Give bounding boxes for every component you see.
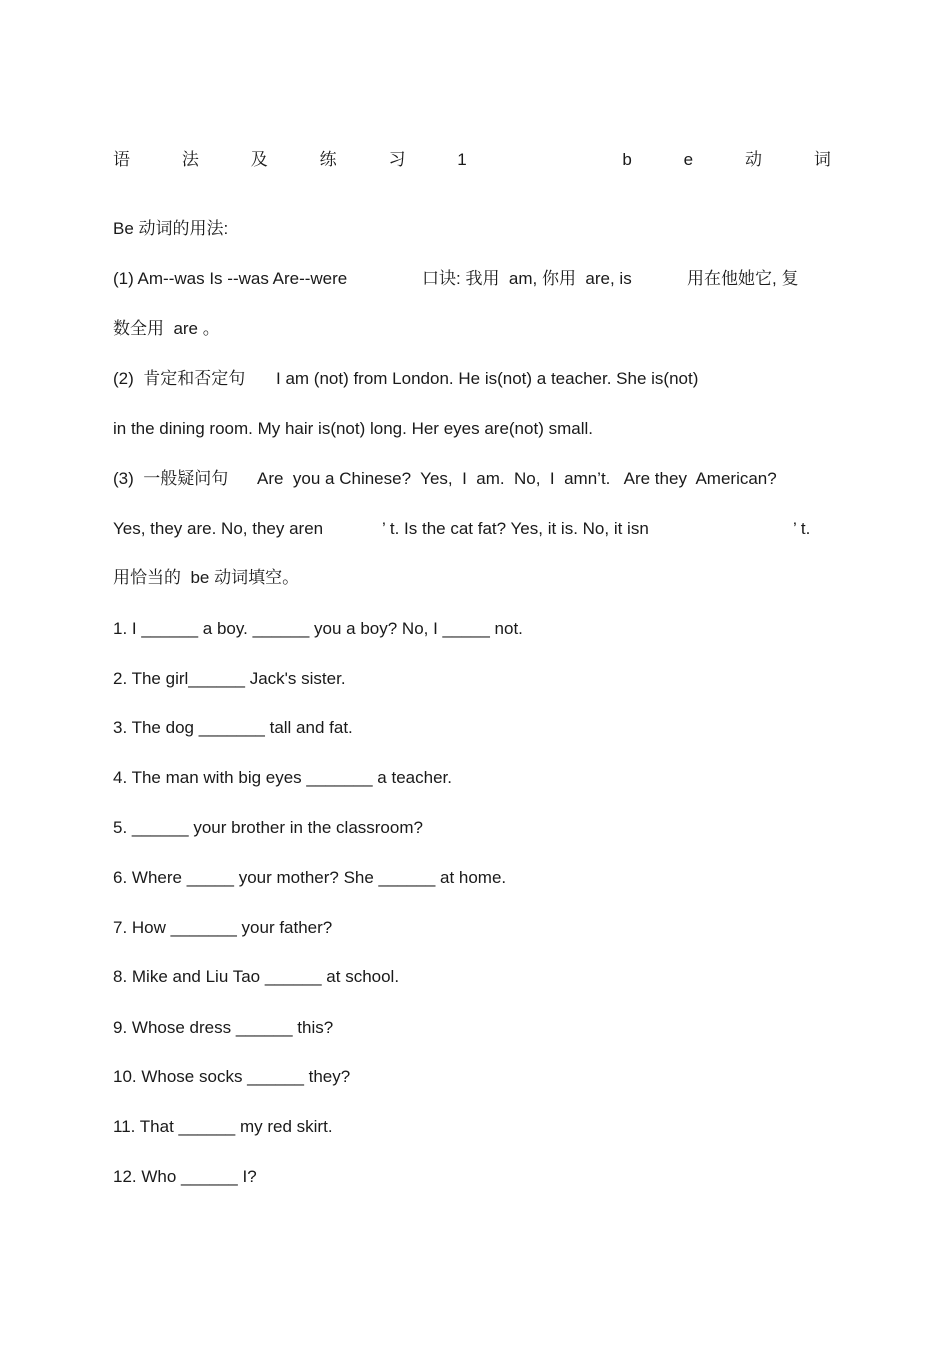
rule2-examples: I am (not) from London. He is(not) a teacher. She is(not) (276, 369, 699, 388)
exercise-item: 2. The girl______ Jack's sister. (113, 669, 346, 688)
title-char: 动 (745, 150, 762, 169)
exercise-item: 1. I ______ a boy. ______ you a boy? No, I _____ not. (113, 619, 523, 638)
title-char: e (683, 150, 694, 169)
exercise-item: 12. Who ______ I? (113, 1167, 257, 1186)
rule3-examples: Are you a Chinese? Yes, I am. No, I amn’t. Are they American? (257, 469, 777, 488)
rule2-label: (2) 肯定和否定句 (113, 369, 246, 388)
rule3-examples-end: ’ t. (793, 519, 811, 538)
rule1-mnemonic-end: 数全用 are 。 (113, 319, 220, 338)
exercise-item: 3. The dog _______ tall and fat. (113, 718, 353, 737)
rule3-examples-cont: Yes, they are. No, they aren (113, 519, 324, 538)
title-char: 语 (113, 150, 130, 169)
exercise-item: 4. The man with big eyes _______ a teacher. (113, 768, 452, 787)
title-char: 习 (388, 150, 406, 169)
intro-heading: Be 动词的用法: (113, 219, 229, 238)
exercise-item: 7. How _______ your father? (113, 918, 333, 937)
title-char: 及 (250, 150, 268, 169)
exercise-item: 10. Whose socks ______ they? (113, 1067, 351, 1086)
exercise-instruction: 用恰当的 be 动词填空。 (113, 568, 300, 587)
rule1-forms: (1) Am--was Is --was Are--were (113, 269, 348, 288)
exercise-item: 5. ______ your brother in the classroom? (113, 818, 423, 837)
rule2-examples-cont: in the dining room. My hair is(not) long. Her eyes are(not) small. (113, 419, 593, 438)
rule3-examples-cont2: ’ t. Is the cat fat? Yes, it is. No, it isn (382, 519, 649, 538)
exercise-item: 11. That ______ my red skirt. (113, 1117, 333, 1136)
title-char: 法 (181, 150, 199, 169)
rule1-mnemonic: 口诀: 我用 am, 你用 are, is (422, 269, 632, 288)
title-char: 练 (319, 150, 337, 169)
page-title (113, 150, 831, 170)
rule1-mnemonic-cont: 用在他她它, 复 (687, 269, 799, 288)
rule3-label: (3) 一般疑问句 (113, 469, 229, 488)
exercise-item: 6. Where _____ your mother? She ______ at home. (113, 868, 507, 887)
title-char: 词 (813, 150, 831, 169)
exercise-item: 9. Whose dress ______ this? (113, 1018, 334, 1037)
title-char: b (622, 150, 632, 169)
title-char: 1 (457, 150, 467, 169)
exercise-item: 8. Mike and Liu Tao ______ at school. (113, 967, 400, 986)
